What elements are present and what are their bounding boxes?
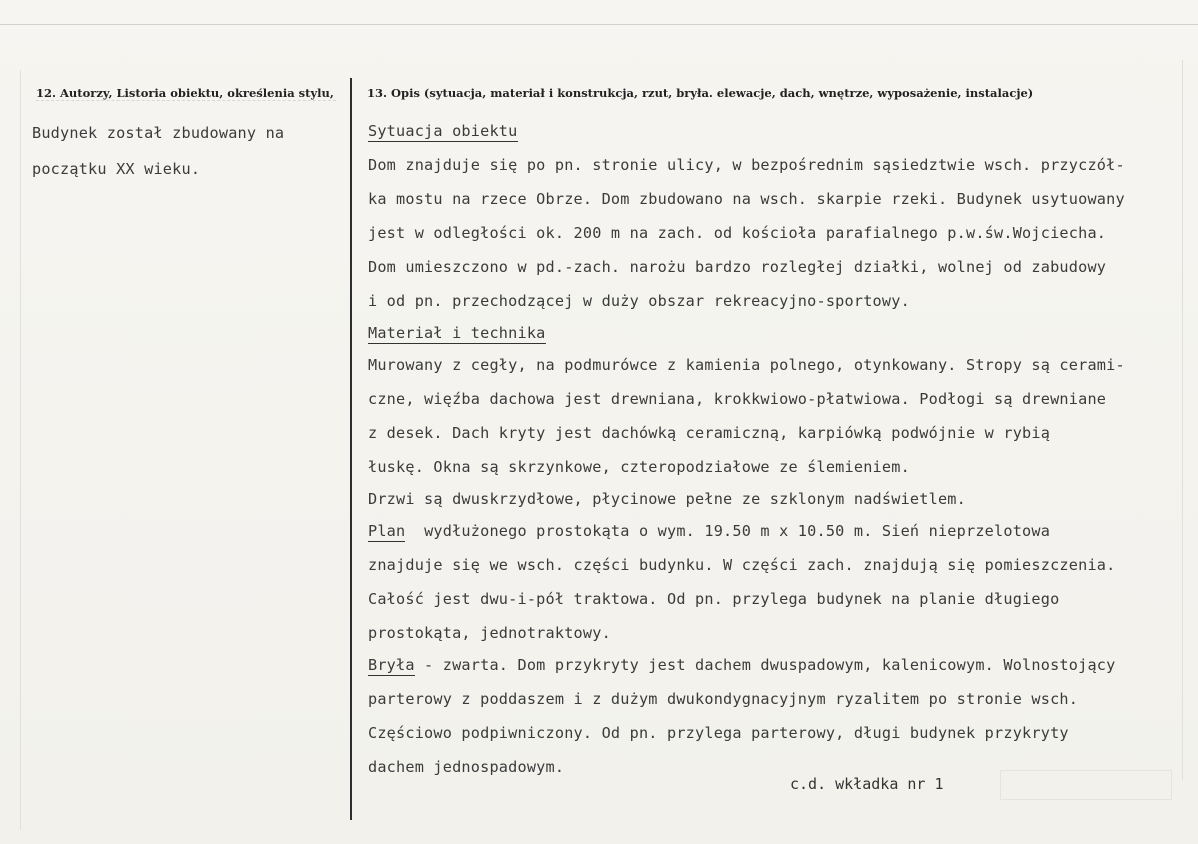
- situation-line: ka mostu na rzece Obrze. Dom zbudowano na wsch. skarpie rzeki. Budynek usytuowany: [368, 190, 1125, 208]
- bryla-line-first: [368, 656, 1116, 676]
- history-line: Budynek został zbudowany na: [32, 124, 285, 142]
- field-13-header: 13. Opis (sytuacja, materiał i konstrukcja, rzut, bryła. elewacje, dach, wnętrze, wyposażenie, instalacje): [367, 86, 1034, 100]
- situation-line: Dom umieszczono w pd.-zach. narożu bardzo rozległej działki, wolnej od zabudowy: [368, 258, 1107, 276]
- material-line: Drzwi są dwuskrzydłowe, płycinowe pełne ze szklonym nadświetlem.: [368, 490, 966, 508]
- plan-line-first: [368, 522, 1050, 542]
- bryla-line: parterowy z poddaszem i z dużym dwukondygnacyjnym ryzalitem po stronie wsch.: [368, 690, 1079, 708]
- plan-label: Plan: [368, 522, 406, 540]
- bryla-label: Bryła: [368, 656, 415, 674]
- faint-box-outline: [1000, 770, 1172, 800]
- plan-line: znajduje się we wsch. części budynku. W części zach. znajdują się pomieszczenia.: [368, 556, 1116, 574]
- plan-line: Całość jest dwu-i-pół traktowa. Od pn. przylega budynek na planie długiego: [368, 590, 1060, 608]
- top-rule: [0, 0, 1198, 25]
- bryla-text: - zwarta. Dom przykryty jest dachem dwuspadowym, kalenicowym. Wolnostojący: [414, 656, 1116, 674]
- plan-text: wydłużonego prostokąta o wym. 19.50 m x 10.50 m. Sień nieprzelotowa: [424, 522, 1051, 540]
- left-edge-line: [20, 70, 21, 830]
- material-line: z desek. Dach kryty jest dachówką ceramiczną, karpiówką podwójnie w rybią: [368, 424, 1051, 442]
- field-12-dotted-rule: [36, 100, 336, 101]
- bryla-line: dachem jednospadowym.: [368, 758, 565, 776]
- history-line: początku XX wieku.: [32, 160, 201, 178]
- section-heading-situation: Sytuacja obiektu: [368, 122, 518, 140]
- section-heading-material: Materiał i technika: [368, 324, 546, 342]
- continuation-note: c.d. wkładka nr 1: [790, 775, 944, 793]
- material-line: Murowany z cegły, na podmurówce z kamienia polnego, otynkowany. Stropy są cerami-: [368, 356, 1125, 374]
- column-divider: [350, 78, 352, 820]
- plan-line: prostokąta, jednotraktowy.: [368, 624, 611, 642]
- right-edge-line: [1182, 60, 1183, 780]
- material-line: czne, więźba dachowa jest drewniana, krokkwiowo-płatwiowa. Podłogi są drewniane: [368, 390, 1107, 408]
- bryla-line: Częściowo podpiwniczony. Od pn. przylega parterowy, długi budynek przykryty: [368, 724, 1069, 742]
- situation-line: i od pn. przechodzącej w duży obszar rekreacyjno-sportowy.: [368, 292, 910, 310]
- material-line: łuskę. Okna są skrzynkowe, czteropodziałowe ze ślemieniem.: [368, 458, 910, 476]
- situation-line: jest w odległości ok. 200 m na zach. od kościoła parafialnego p.w.św.Wojciecha.: [368, 224, 1107, 242]
- field-12-header: 12. Autorzy, Listoria obiektu, określenia stylu,: [36, 86, 334, 100]
- situation-line: Dom znajduje się po pn. stronie ulicy, w bezpośrednim sąsiedztwie wsch. przyczół-: [368, 156, 1125, 174]
